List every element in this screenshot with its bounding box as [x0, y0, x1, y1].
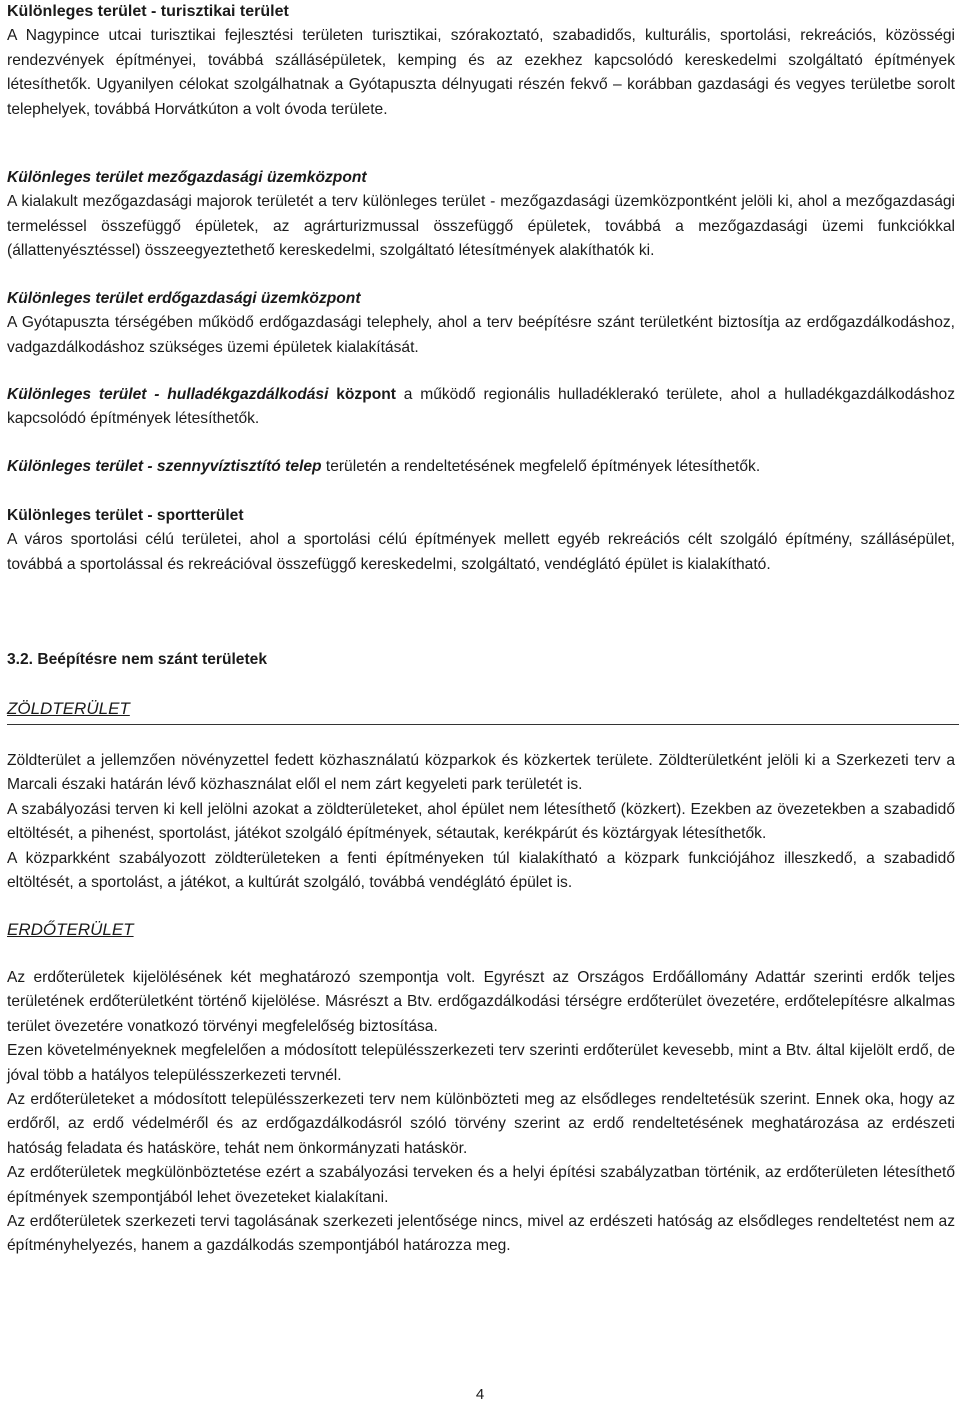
paragraph: Az erdőterületek megkülönböztetése ezért a szabályozási terveken és a helyi építési szabályzatban történik, az erdőterületen létesíthető építmények szempontjából lehet övezeteket kialakítani. — [7, 1164, 955, 1206]
section-szennyviz — [7, 455, 955, 479]
section-erdoterulet — [7, 966, 955, 1259]
section-title: Különleges terület erdőgazdasági üzemközpont — [7, 290, 361, 307]
section-zoldterulet — [7, 749, 955, 895]
zone-title: ERDŐTERÜLET — [7, 920, 134, 939]
zoldterulet-heading — [7, 697, 955, 721]
paragraph: A Gyótapuszta térségében működő erdőgazdasági telephely, ahol a terv beépítésre szánt területként biztosítja az erdőgazdálkodáshoz, vadgazdálkodáshoz szükséges üzemi épületek kialakítását. — [7, 314, 955, 356]
paragraph: a működő regionális hulladéklerakó területe, ahol a hulladékgazdálkodáshoz kapcsolódó építmények létesíthetők. — [7, 386, 955, 428]
paragraph: A város sportolási célú területei, ahol a sportolási célú építmények mellett egyéb rekreációs célt szolgáló építmény, szállásépület, továbbá a sportolással és rekreációval összefüggő kereskedelmi, szolgáltató, vendéglátó épület is kialakítható. — [7, 531, 955, 573]
erdoterulet-heading — [7, 918, 955, 942]
paragraph: Az erdőterületek szerkezeti tervi tagolásának szerkezeti jelentősége nincs, mivel az erdészeti hatóság az elsődleges rendeltetést nem az építményhelyezés, hanem a gazdálkodás szempontjából határozza meg. — [7, 1213, 955, 1255]
section-title: Különleges terület - sportterület — [7, 507, 244, 524]
section-number: 3.2. — [7, 651, 34, 668]
paragraph: A szabályozási terven ki kell jelölni azokat a zöldterületeket, ahol épület nem létesíthető (közkert). Ezekben az övezetekben a szabadidő eltöltését, a pihenést, sportolást, játékot szolgáló építmények, sétautak, kerékpárút és köztárgyak létesíthetők. — [7, 800, 955, 843]
section-mezogazdasagi — [7, 166, 955, 264]
section-sport — [7, 504, 955, 577]
zone-title: ZÖLDTERÜLET — [7, 699, 130, 718]
section-title: Beépítésre nem szánt területek — [33, 651, 268, 668]
section-hulladek — [7, 383, 955, 432]
paragraph: A Nagypince utcai turisztikai fejlesztési területen turisztikai, szórakoztató, szabadidős, kulturális, sportolási, rekreációs, közösségi rendezvények építményei, továbbá szállásépületek, kemping és az ezekhez kapcsolódó kereskedelmi szolgáltató építmények létesíthetők. Ugyanilyen célokat szolgálhatnak a Gyótapuszta délnyugati részén fekvő – korábban gazdasági és vegyes területbe sorolt telephelyek, továbbá Horvátkúton a volt óvoda területe. — [7, 27, 955, 118]
section-title: Különleges terület mezőgazdasági üzemközpont — [7, 169, 367, 186]
section-title: Különleges terület - hulladékgazdálkodási — [7, 386, 329, 403]
paragraph: A közparkként szabályozott zöldterületeken a fenti építményeken túl kialakítható a közpark funkciójához illeszkedő, a szabadidő eltöltését, a sportolást, a játékot, a kultúrát szolgáló, továbbá vendéglátó épület is. — [7, 849, 955, 892]
section-title: Különleges terület - szennyvíztisztító telep — [7, 458, 322, 475]
page-number: 4 — [475, 1386, 485, 1403]
divider-line — [7, 724, 959, 725]
section-title: Különleges terület - turisztikai terület — [7, 3, 289, 20]
paragraph: Zöldterület a jellemzően növényzettel fedett közhasználatú közparkok és közkertek területe. Zöldterületként jelöli ki a Szerkezeti terv a Marcali északi határán lévő közhasználat elől el nem zárt kegyeleti park területét is. — [7, 752, 955, 794]
section-beepitesre — [7, 648, 955, 672]
section-turisztikai — [7, 0, 955, 122]
paragraph: Az erdőterületek kijelölésének két meghatározó szempontja volt. Egyrészt az Országos Erdőállomány Adattár szerinti erdők teljes területének erdőterületként történő kijelölése. Másrészt a Btv. erdőgazdálkodási térségre erdőterület övezetére, erdőtelepítésre alkalmas terület övezetére vonatkozó törvényi megfelelőség biztosítása. — [7, 969, 955, 1035]
section-erdogazdasagi — [7, 287, 955, 360]
paragraph: területén a rendeltetésének megfelelő építmények létesíthetők. — [321, 458, 761, 475]
section-title-suffix: központ — [328, 386, 396, 403]
paragraph: Az erdőterületeket a módosított településszerkezeti terv nem különbözteti meg az elsődleges rendeltetésük szerint. Ennek oka, hogy az erdőről, az erdő védelméről és az erdőgazdálkodásról szóló törvény szerint az erdő rendeltetésének meghatározása az erdészeti hatóság feladata és hatásköre, tehát nem önkormányzati hatáskör. — [7, 1091, 955, 1157]
paragraph: A kialakult mezőgazdasági majorok területét a terv különleges terület - mezőgazdasági üzemközpontként jelöli ki, ahol a mezőgazdasági termeléssel összefüggő épületek, az agrárturizmussal összefüggő épületek, továbbá a mezőgazdasági üzemi funkciókkal (állattenyésztéssel) összeegyeztethető kereskedelmi, szolgáltató létesítmények alakíthatók ki. — [7, 193, 955, 260]
paragraph: Ezen követelményeknek megfelelően a módosított településszerkezeti terv szerinti erdőterület kevesebb, mint a Btv. által kijelölt erdő, de jóval több a hatályos településszerkezeti tervnél. — [7, 1042, 955, 1084]
